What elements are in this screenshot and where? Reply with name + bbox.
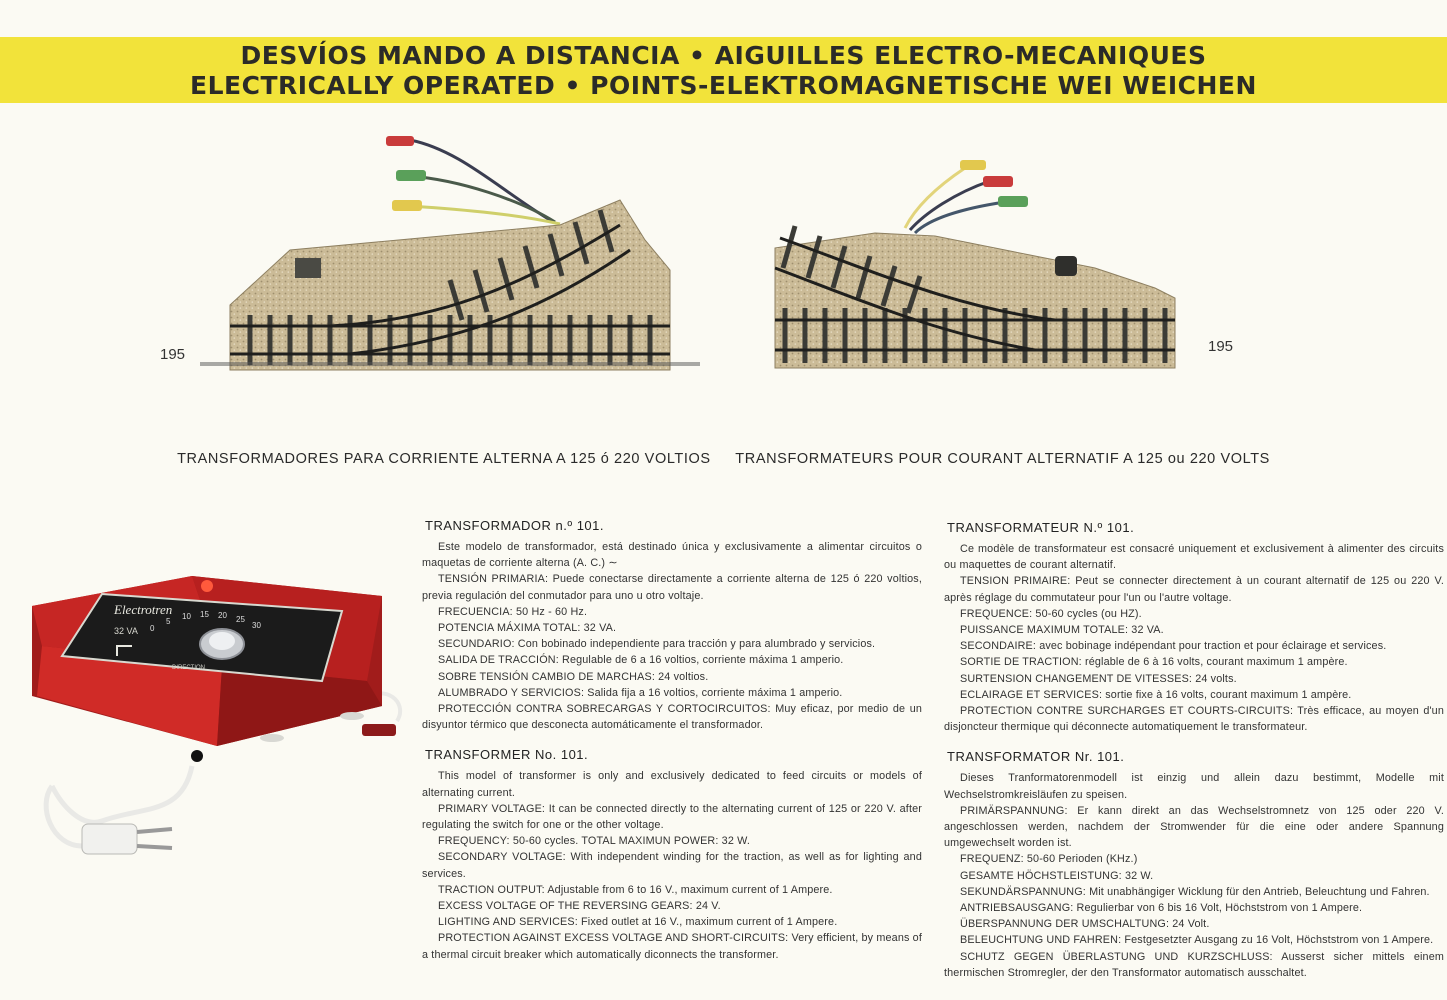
dial-mark: 5 — [166, 617, 171, 626]
spanish-frecuencia: FRECUENCIA: 50 Hz - 60 Hz. — [438, 605, 588, 618]
german-schutz: SCHUTZ GEGEN ÜBERLASTUNG UND KURZSCHLUSS: Ausserst sicher mittels einem thermischen Stromregler, der den Transformator automatisch ausschaltet. — [944, 950, 1444, 979]
right-turnout-photo — [755, 148, 1195, 378]
left-turnout-photo — [200, 130, 700, 390]
german-intro: Dieses Tranformatorenmodell ist einzig und allein dazu bestimmt, Modelle mit Wechselstromkreisläufen zu speisen. — [944, 772, 1444, 801]
power-plug-icon — [82, 824, 172, 854]
dial-mark: 25 — [236, 615, 245, 624]
french-title: TRANSFORMATEUR N.º 101. — [947, 520, 1135, 535]
banner-title-line-1: DESVÍOS MANDO A DISTANCIA • AIGUILLES ELECTRO-MECANIQUES — [240, 41, 1207, 70]
speed-control-knob[interactable] — [200, 629, 244, 659]
german-antrieb: ANTRIEBSAUSGANG: Regulierbar von 6 bis 16 Volt, Höchststrom von 1 Ampere. — [960, 902, 1363, 915]
german-gesamte: GESAMTE HÖCHSTLEISTUNG: 32 W. — [960, 869, 1154, 882]
english-frequency: FREQUENCY: 50-60 cycles. TOTAL MAXIMUN POWER: 32 W. — [438, 835, 751, 848]
french-intro: Ce modèle de transformateur est consacré uniquement et exclusivement à alimenter des circuits ou maquettes de courant alternatif. — [944, 543, 1444, 572]
dial-mark: 10 — [182, 612, 191, 621]
cable-grommet — [191, 750, 203, 762]
german-frequenz: FREQUENZ: 50-60 Perioden (KHz.) — [960, 853, 1138, 866]
spanish-sobre-tension: SOBRE TENSIÓN CAMBIO DE MARCHAS: 24 voltios. — [438, 670, 709, 683]
right-turnout-number: 195 — [1208, 338, 1234, 355]
spanish-intro: Este modelo de transformador, está destinado única y exclusivamente a alimentar circuitos o maquetas de corriente alterna (A. C.) ∼ — [422, 541, 922, 570]
section-subheading — [0, 451, 1447, 467]
red-plug-icon — [386, 136, 414, 146]
french-eclairage: ECLAIRAGE ET SERVICES: sortie fixe à 16 volts, courant maximum 1 ampère. — [960, 688, 1352, 701]
french-secondaire: SECONDAIRE: avec bobinage indépendant pour traction et pour éclairage et services. — [960, 640, 1387, 653]
french-protection: PROTECTION CONTRE SURCHARGES ET COURTS-CIRCUITS: Très efficace, au moyen d'un disjoncteur thermique qui déconnecte automatiquement le transformateur. — [944, 705, 1444, 734]
english-traction: TRACTION OUTPUT: Adjustable from 6 to 16 V., maximum current of 1 Ampere. — [438, 883, 833, 896]
english-excess: EXCESS VOLTAGE OF THE REVERSING GEARS: 24 V. — [438, 900, 721, 913]
subheading-spanish: TRANSFORMADORES PARA CORRIENTE ALTERNA A 125 ó 220 VOLTIOS — [177, 451, 711, 467]
indicator-lamp-icon — [201, 580, 213, 592]
french-surtension: SURTENSION CHANGEMENT DE VITESSES: 24 volts. — [960, 672, 1237, 685]
spanish-english-column — [422, 518, 922, 963]
power-rating: 32 VA — [114, 626, 138, 636]
red-plug-icon — [983, 176, 1013, 187]
dial-mark: 15 — [200, 610, 209, 619]
french-sortie: SORTIE DE TRACTION: réglable de 6 à 16 volts, courant maximum 1 ampère. — [960, 656, 1348, 669]
point-motor-icon — [295, 258, 321, 278]
german-beleuchtung: BELEUCHTUNG UND FAHREN: Festgesetzter Ausgang zu 16 Volt, Höchststrom von 1 Ampere. — [960, 934, 1434, 947]
english-secondary: SECONDARY VOLTAGE: With independent winding for the traction, as well as for lighting and services. — [422, 851, 922, 880]
german-ueberspannung: ÜBERSPANNUNG DER UMSCHALTUNG: 24 Volt. — [960, 918, 1210, 931]
spanish-tension: TENSIÓN PRIMARIA: Puede conectarse directamente a corriente alterna de 125 ó 220 voltios, previa regulación del conmutador para uno u otro voltaje. — [422, 573, 922, 602]
green-plug-icon — [998, 196, 1028, 207]
german-primaer: PRIMÄRSPANNUNG: Er kann direkt an das Wechselstromnetz von 125 oder 220 V. angeschlossen werden, nachdem der Stromwender für die eine oder andere Spannung umgewechselt worden ist. — [944, 804, 1444, 850]
french-tension: TENSION PRIMAIRE: Peut se connecter directement à un courant alternatif de 125 ou 220 V. après réglage du commutateur pour l'un ou l'autre voltage. — [944, 575, 1444, 604]
spanish-proteccion: PROTECCIÓN CONTRA SOBRECARGAS Y CORTOCIRCUITOS: Muy eficaz, por medio de un disyuntor térmico que desconecta automáticamente el transformador. — [422, 703, 922, 732]
subheading-french: TRANSFORMATEURS POUR COURANT ALTERNATIF A 125 ou 220 VOLTS — [735, 451, 1270, 467]
green-plug-icon — [396, 170, 426, 181]
dial-mark: 0 — [150, 624, 155, 633]
brand-logo: Electrotren — [114, 602, 173, 617]
english-title: TRANSFORMER No. 101. — [425, 747, 589, 763]
german-title: TRANSFORMATOR Nr. 101. — [947, 749, 1125, 765]
french-german-column — [944, 520, 1444, 981]
spanish-salida: SALIDA DE TRACCIÓN: Regulable de 6 a 16 voltios, corriente máxima 1 amperio. — [438, 654, 844, 667]
left-turnout-number: 195 — [160, 346, 186, 363]
dial-mark: 30 — [252, 621, 261, 630]
english-primary: PRIMARY VOLTAGE: It can be connected directly to the alternating current of 125 or 220 V. after regulating the switch for one or the other voltage. — [422, 802, 922, 832]
english-protection: PROTECTION AGAINST EXCESS VOLTAGE AND SHORT-CIRCUITS: Very efficient, by means of a thermal circuit breaker which automatically diconnects the transformer. — [422, 932, 922, 961]
english-intro: This model of transformer is only and exclusively dedicated to feed circuits or models of alternating current. — [422, 770, 922, 799]
spanish-title: TRANSFORMADOR n.º 101. — [425, 518, 605, 533]
direction-label: DIRECTION — [172, 665, 205, 671]
spanish-secundario: SECUNDARIO: Con bobinado independiente para tracción y para alumbrado y servicios. — [438, 638, 876, 651]
spanish-potencia: POTENCIA MÁXIMA TOTAL: 32 VA. — [438, 622, 617, 635]
spanish-alumbrado: ALUMBRADO Y SERVICIOS: Salida fija a 16 voltios, corriente máxima 1 amperio. — [438, 686, 843, 699]
banner-title-line-2: ELECTRICALLY OPERATED • POINTS-ELEKTROMAGNETISCHE WEI WEICHEN — [190, 71, 1257, 100]
title-banner — [0, 37, 1447, 103]
french-puissance: PUISSANCE MAXIMUM TOTALE: 32 VA. — [960, 624, 1164, 637]
transformer-photo — [22, 556, 417, 886]
point-motor-icon — [1055, 256, 1077, 276]
dial-mark: 20 — [218, 611, 227, 620]
yellow-plug-icon — [960, 160, 986, 170]
german-sekundaer: SEKUNDÄRSPANNUNG: Mit unabhängiger Wicklung für den Antrieb, Beleuchtung und Fahren. — [960, 885, 1430, 898]
yellow-plug-icon — [392, 200, 422, 211]
english-lighting: LIGHTING AND SERVICES: Fixed outlet at 16 V., maximum current of 1 Ampere. — [438, 916, 838, 929]
french-frequence: FREQUENCE: 50-60 cycles (ou HZ). — [960, 607, 1142, 620]
red-terminal-icon — [362, 724, 396, 736]
